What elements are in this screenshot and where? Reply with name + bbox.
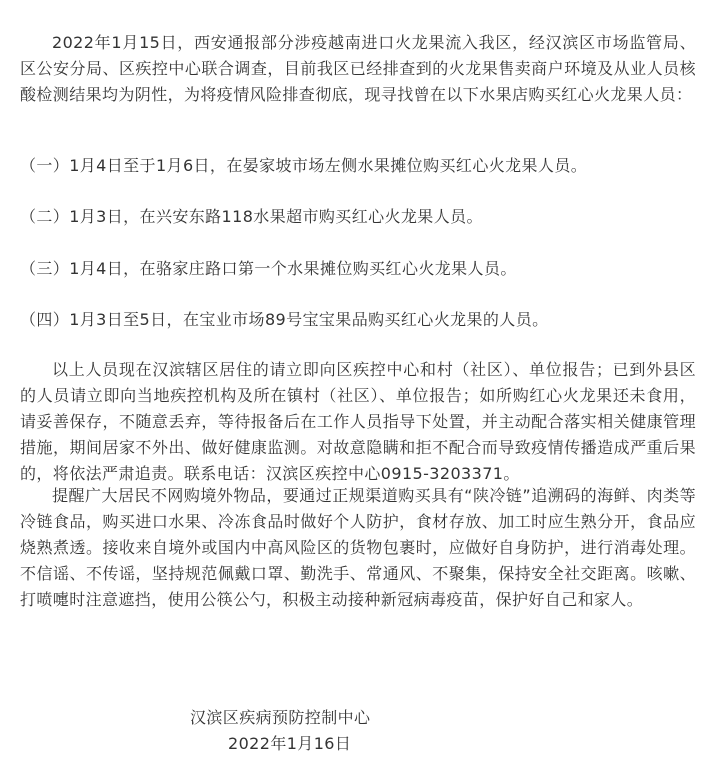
instructions-paragraph: 以上人员现在汉滨辖区居住的请立即向区疾控中心和村（社区）、单位报告；已到外县区的人员请立即向当地疾控机构及所在镇村（社区）、单位报告；如所购红心火龙果还未食用，请妥善保存，不随意丢弃，等待报备后在工作人员指导下处置，并主动配合落实相关健康管理措施，期间居家不外出、做好健康监测。对故意隐瞒和拒不配合而导致疫情传播造成严重后果的，将依法严肃追责。联系电话：汉滨区疾控中心0915-3203371。 [20, 360, 696, 483]
signature-organization: 汉滨区疾病预防控制中心 [190, 708, 371, 727]
list-item: （四）1月3日至5日，在宝业市场89号宝宝果品购买红心火龙果的人员。 [20, 310, 549, 329]
list-item: （二）1月3日，在兴安东路118水果超市购买红心火龙果人员。 [20, 207, 483, 226]
intro-paragraph: 2022年1月15日，西安通报部分涉疫越南进口火龙果流入我区，经汉滨区市场监管局、区公安分局、区疾控中心联合调查，目前我区已经排查到的火龙果售卖商户环境及从业人员核酸检测结果均为阴性，为将疫情风险排查彻底，现寻找曾在以下水果店购买红心火龙果人员： [20, 33, 696, 104]
list-item: （三）1月4日，在骆家庄路口第一个水果摊位购买红心火龙果人员。 [20, 259, 517, 278]
signature-date: 2022年1月16日 [228, 734, 352, 753]
reminder-paragraph: 提醒广大居民不网购境外物品，要通过正规渠道购买具有“陕冷链”追溯码的海鲜、肉类等冷链食品，购买进口水果、冷冻食品时做好个人防护，食材存放、加工时应生熟分开，食品应烧熟煮透。接收来自境外或国内中高风险区的货物包裹时，应做好自身防护，进行消毒处理。不信谣、不传谣，坚持规范佩戴口罩、勤洗手、常通风、不聚集，保持安全社交距离。咳嗽、打喷嚏时注意遮挡，使用公筷公勺，积极主动接种新冠病毒疫苗，保护好自己和家人。 [20, 486, 696, 609]
list-item: （一）1月4日至于1月6日，在晏家坡市场左侧水果摊位购买红心火龙果人员。 [20, 156, 588, 175]
